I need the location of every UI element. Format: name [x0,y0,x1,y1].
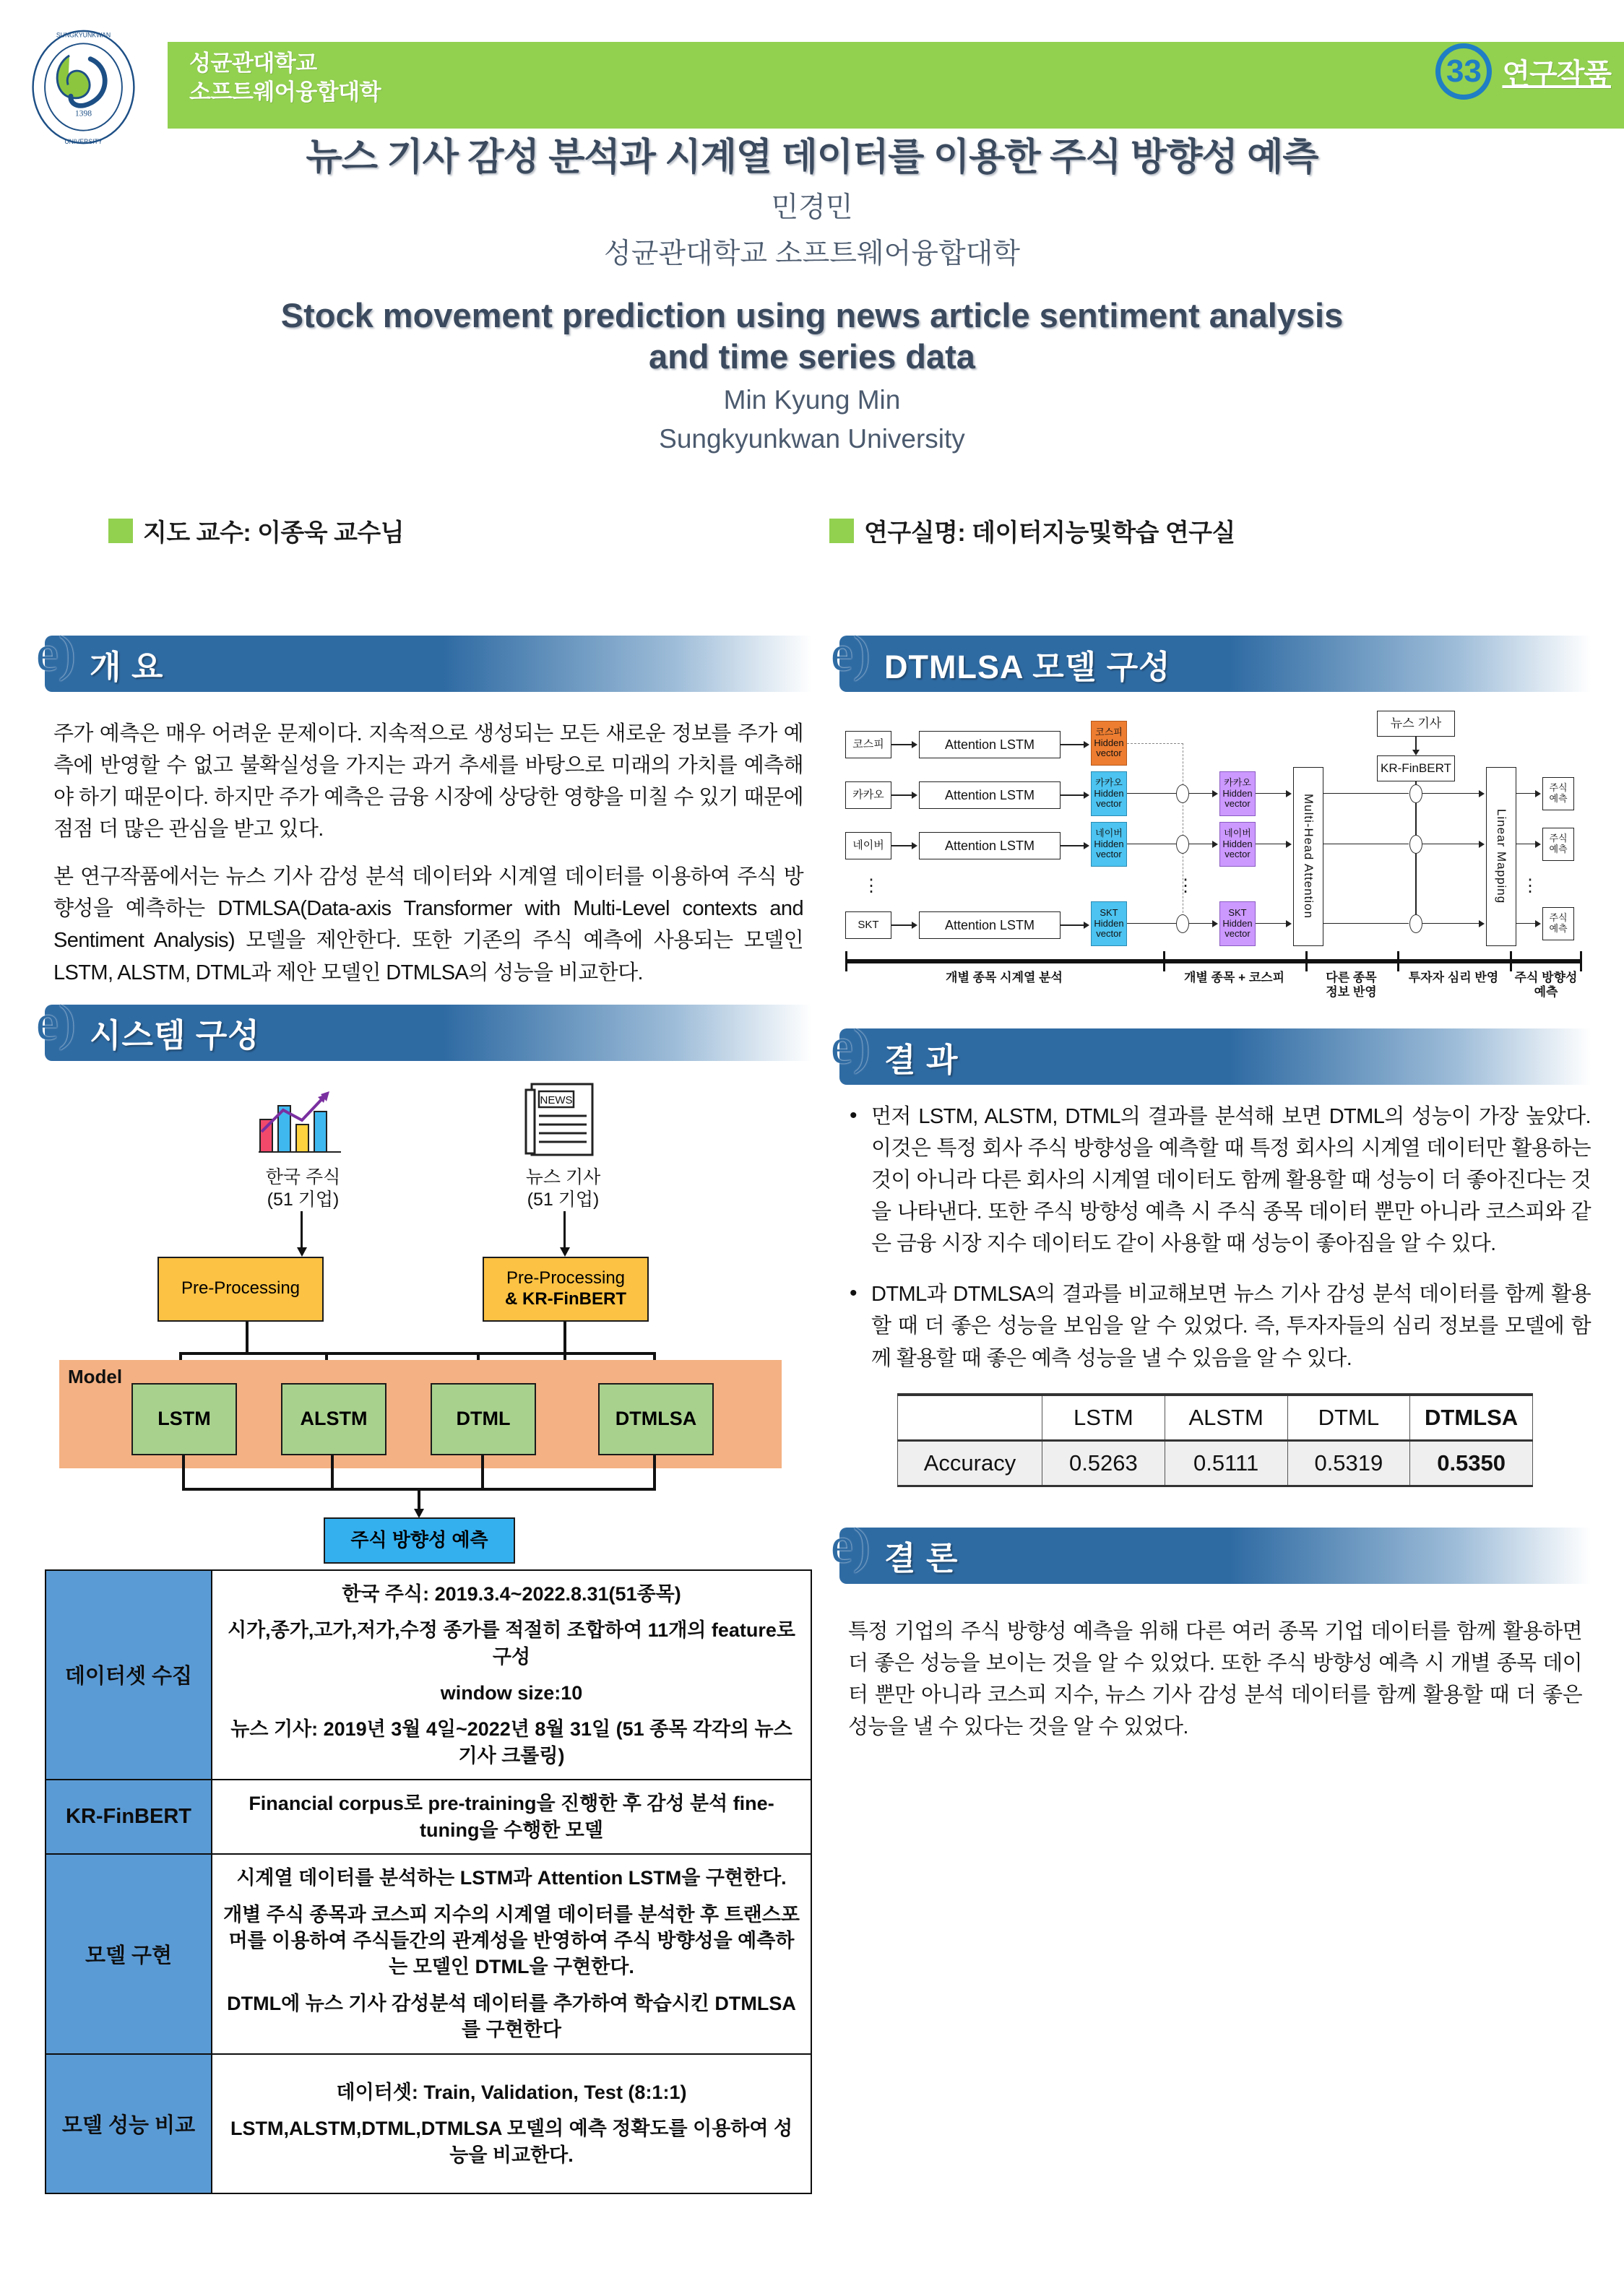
page-title-english-line2: and time series data [649,337,975,376]
sum-operator-icon [1409,914,1422,933]
author-korean: 민경민 [771,192,853,223]
table-row-header: 데이터셋 수집 [46,1570,212,1780]
connector [182,1455,185,1490]
connector-bus [179,1352,656,1355]
svg-text:NEWS: NEWS [540,1093,573,1106]
arrow-head-icon [1479,920,1485,927]
cell-line: 데이터셋: Train, Validation, Test (8:1:1) [336,2081,687,2103]
arrow-head-icon [1286,920,1292,927]
input-box-naver: 네이버 [845,832,891,859]
lab-item [829,513,1235,548]
connector [1516,793,1537,794]
research-badge [1435,43,1611,100]
cell-line: 개별 주식 종목과 코스피 지수의 시계열 데이터를 분석한 후 트랜스포머를 이용하여 주식들간의 관계성을 반영하여 주식 방향성을 예측하는 모델인 DTML을 구현한다. [223,1903,800,1978]
connector [563,1211,566,1249]
section-title-results: 결 과 [884,1041,959,1078]
table-row-header: KR-FinBERT [46,1780,212,1854]
conclusion-paragraph-1: 특정 기업의 주식 방향성 예측을 위해 다른 여러 종목 기업 데이터를 함께 활용하면 더 좋은 성능을 보이는 것을 알 수 있었다. 또한 주식 방향성 예측 시 개별 종목 데이터 뿐만 아니라 코스피 지수, 뉴스 기사 감성 분석 데이터를 함께 활용할 때 더 좋은 성능을 낼 수 있다는 것을 알 수 있었다. [848,1619,1582,1738]
value-dtmlsa: 0.5350 [1410,1440,1533,1486]
list-item: • 먼저 LSTM, ALSTM, DTML의 결과를 분석해 보면 DTML의 성능이 가장 높았다. 이것은 특정 회사 주식 방향성을 예측할 때 특정 회사의 시계열 데이터만 활용하는 것이 아니라 다른 회사의 시계열 데이터도 함께 활용할 때 성능이 더 좋아진다는 것을 나타낸다. 또한 주식 방향성 예측 시 주식 종목 데이터 뿐만 아니라 코스피와 같은 금융 시장 지수 데이터도 같이 사용할 때 성능이 좋아짐을 알 수 있다. [839,1101,1591,1260]
connector [653,1455,656,1490]
connector [1189,793,1214,794]
page-title-english-line1: Stock movement prediction using news article sentiment analysis [280,296,1344,334]
table-row-body [212,1854,811,2054]
connector [1422,793,1480,794]
e-logo-icon: e) [36,626,76,682]
value-dtml: 0.5319 [1287,1440,1410,1486]
connector [891,744,913,745]
arrow-head-icon [912,792,917,799]
cell-line: LSTM,ALSTM,DTML,DTMLSA 모델의 예측 정확도를 이용하여 성능을 비교한다. [230,2118,793,2166]
news-article-box: 뉴스 기사 [1377,711,1455,737]
svg-text:1398: 1398 [74,108,92,118]
model-box-dtml: DTML [431,1383,536,1455]
page-title-korean: 뉴스 기사 감성 분석과 시계열 데이터를 이용한 주식 방향성 예측 [306,137,1318,178]
input-box-skt: SKT [845,911,891,939]
arrow-head-icon [1084,842,1089,849]
badge-number: 33 [1435,43,1492,100]
value-lstm: 0.5263 [1042,1440,1165,1486]
connector [1061,744,1085,745]
arrow-head-icon [1286,790,1292,797]
cell-line: 시계열 데이터를 분석하는 LSTM과 Attention LSTM을 구현한다. [236,1867,787,1889]
table-row-body [212,1570,811,1780]
hidden-vector-kospi: 코스피 Hidden vector [1091,721,1127,766]
sum-operator-icon [1176,835,1189,854]
e-logo-icon: e) [831,626,871,682]
advisor-item [108,513,404,548]
preprocessing-left-box: Pre-Processing [157,1257,324,1322]
section-results [831,1019,1591,1085]
cell-line: 한국 주식: 2019.3.4~2022.8.31(51종목) [342,1582,681,1605]
phase-tick [1510,951,1512,971]
section-system [36,995,812,1061]
phase-tick [1580,951,1582,971]
connector [1323,923,1409,924]
university-line-1: 성균관대학교 [189,51,317,76]
affiliation-korean: 성균관대학교 소프트웨어융합대학 [604,238,1020,269]
context-vector-kakao: 카카오 Hidden vector [1219,771,1256,816]
column-header-dtmlsa: DTMLSA [1410,1395,1533,1441]
model-group-label: Model [68,1365,123,1387]
cell-line: Financial corpus로 pre-training을 진행한 후 감성 분석 fine-tuning을 수행한 모델 [249,1793,774,1841]
output-box-kakao: 주식 예측 [1542,777,1574,810]
sum-operator-icon [1176,784,1189,803]
phase-label-2: 개별 종목 + 코스피 [1183,971,1285,984]
arrow-head-icon [1212,790,1218,797]
connector [246,1322,249,1354]
input-box-kakao: 카카오 [845,781,891,809]
ellipsis-icon: ⋮ [863,876,880,896]
header-university-name [189,49,381,106]
left-column [36,626,812,2194]
column-header-blank [898,1395,1042,1441]
output-box-naver: 주식 예측 [1542,828,1574,861]
section-header-bar [831,626,1591,692]
university-line-2: 소프트웨어융합대학 [189,79,381,105]
hidden-vector-skt: SKT Hidden vector [1091,901,1127,946]
sum-operator-icon [1409,784,1422,803]
connector [1256,923,1287,924]
section-title-model: DTMLSA 모델 구성 [884,648,1171,685]
arrow-head-icon [1535,841,1541,848]
overview-paragraph-1: 주가 예측은 매우 어려운 문제이다. 지속적으로 생성되는 모든 새로운 정보를 주가 예측에 반영할 수 없고 불확실성을 가지는 과거 추세를 바탕으로 미래의 가치를 예측해야 하기 때문이다. 하지만 주가 예측은 금융 시장에 상당한 영향을 미칠 수 있기 때문에 점점 더 많은 관심을 받고 있다. [53,722,803,841]
phase-tick [1163,951,1165,971]
e-logo-icon: e) [36,995,76,1051]
phase-tick [1397,951,1399,971]
connector [1127,793,1176,794]
multi-head-attention-box: Multi-Head Attention [1293,767,1323,946]
connector [1189,923,1214,924]
accuracy-results-table [897,1393,1533,1487]
cell-line: DTML에 뉴스 기사 감성분석 데이터를 추가하여 학습시킨 DTMLSA를 구현한다 [227,1992,796,2041]
arrow-head-icon [1286,841,1292,848]
phase-label-1: 개별 종목 시계열 분석 [946,971,1063,984]
phase-label-3: 다른 종목 정보 반영 [1326,971,1377,1000]
connector [1061,845,1085,846]
news-article-icon [522,1078,601,1162]
korean-title-block [0,126,1624,272]
output-box-skt: 주식 예측 [1542,907,1574,940]
results-bullet-list [839,1101,1591,1374]
arrow-head-icon [1212,920,1218,927]
connector [1127,923,1176,924]
section-header-bar [36,626,812,692]
arrow-head-icon [912,741,917,748]
badge-label: 연구작품 [1502,58,1611,90]
attention-lstm-box-kakao: Attention LSTM [919,781,1061,809]
list-item: • DTML과 DTMLSA의 결과를 비교해보면 뉴스 기사 감성 분석 데이터를 함께 활용할 때 더 좋은 성능을 보임을 알 수 있었다. 즉, 투자자들의 심리 정보를 모델에 함께 활용할 때 좋은 예측 성능을 낼 수 있음을 알 수 있다. [839,1278,1591,1374]
arrow-head-icon [912,842,917,849]
connector [331,1455,334,1490]
arrow-head-icon [1084,792,1089,799]
table-row-header: 모델 구현 [46,1854,212,2054]
right-column [831,626,1591,1759]
arrow-head-icon [1084,741,1089,748]
green-square-icon [829,519,854,543]
svg-text:UNIVERSITY: UNIVERSITY [64,138,103,146]
output-box-prediction: 주식 방향성 예측 [324,1517,515,1564]
column-header-lstm: LSTM [1042,1395,1165,1441]
header-green-band [168,42,1624,129]
overview-paragraph-2: 본 연구작품에서는 뉴스 기사 감성 분석 데이터와 시계열 데이터를 이용하여 주식 방향성을 예측하는 DTMLSA(Data-axis Transformer with Multi-Level contexts and Sentiment Analysis) 모델을 제안한다. 또한 기존의 주식 예측에 사용되는 모델인 LSTM, ALSTM, DTML과 제안 모델인 DTMLSA의 성능을 비교한다. [53,865,803,984]
connector [891,845,913,846]
preprocessing-right-box: Pre-Processing & KR-FinBERT [483,1257,649,1322]
e-logo-icon: e) [831,1517,871,1574]
meta-row [0,513,1624,549]
connector [891,924,913,926]
section-title-conclusion: 결 론 [884,1540,959,1577]
conclusion-body [839,1597,1591,1743]
section-title-overview: 개 요 [90,648,164,685]
value-alstm: 0.5111 [1165,1440,1287,1486]
stock-source-label: 한국 주식 (51 기업) [265,1166,341,1210]
connector [481,1455,484,1490]
connector [1061,794,1085,796]
section-header-bar [831,1517,1591,1584]
attention-lstm-box-kospi: Attention LSTM [919,731,1061,758]
table-row [46,1570,811,1780]
context-vector-naver: 네이버 Hidden vector [1219,822,1256,867]
connector [1061,924,1085,926]
arrow-head-icon [297,1247,307,1257]
attention-lstm-box-skt: Attention LSTM [919,911,1061,939]
hidden-vector-kakao: 카카오 Hidden vector [1091,771,1127,816]
attention-lstm-box-naver: Attention LSTM [919,832,1061,859]
affiliation-english: Sungkyunkwan University [659,423,965,454]
cell-line: 뉴스 기사: 2019년 3월 4일~2022년 8월 31일 (51 종목 각각의 뉴스 기사 크롤링) [230,1718,792,1767]
section-header-bar [36,995,812,1061]
arrow-head-icon [1212,841,1218,848]
cell-line: window size:10 [440,1681,583,1704]
context-vector-skt: SKT Hidden vector [1219,901,1256,946]
linear-mapping-box: Linear Mapping [1486,767,1516,946]
table-row [46,1854,811,2054]
e-logo-icon: e) [831,1019,871,1075]
lab-label: 연구실명: 데이터지능및학습 연구실 [864,519,1235,547]
arrow-head-icon [912,922,917,929]
column-header-alstm: ALSTM [1165,1395,1287,1441]
section-header-bar [831,1019,1591,1085]
phase-tick [845,951,847,971]
section-model [831,626,1591,692]
connector [1415,781,1417,929]
news-source-label: 뉴스 기사 (51 기업) [525,1166,601,1210]
arrow-head-icon [1479,841,1485,848]
table-row-body [212,1780,811,1854]
system-detail-table [45,1569,812,2194]
advisor-label: 지도 교수: 이종욱 교수님 [143,519,405,547]
section-overview [36,626,812,692]
ellipsis-icon: ⋮ [1521,876,1539,896]
arrow-head-icon [1479,790,1485,797]
phase-axis [845,959,1582,963]
column-header-dtml: DTML [1287,1395,1410,1441]
dtmlsa-model-diagram [839,705,1591,1008]
table-row-body [212,2054,811,2193]
table-row [46,1780,811,1854]
green-square-icon [108,519,133,543]
table-header-row [898,1395,1533,1441]
model-box-dtmlsa: DTMLSA [598,1383,714,1455]
overview-body [45,705,812,989]
section-conclusion [831,1517,1591,1584]
table-row-header: 모델 성능 비교 [46,2054,212,2193]
model-box-alstm: ALSTM [281,1383,386,1455]
ellipsis-icon: ⋮ [1177,876,1194,896]
cell-line: 시가,종가,고가,저가,수정 종가를 적절히 조합하여 11개의 feature로 구성 [228,1619,795,1668]
svg-text:SUNGKYUNKWAN: SUNGKYUNKWAN [56,31,111,39]
arrow-head-icon [1084,922,1089,929]
bar-chart-icon [254,1080,348,1159]
connector [1256,793,1287,794]
connector [1516,923,1537,924]
kr-finbert-box: KR-FinBERT [1377,755,1455,781]
phase-label-5: 주식 방향성 예측 [1514,971,1578,1000]
connector [1323,793,1409,794]
sum-operator-icon [1176,914,1189,933]
english-title-block [0,295,1624,454]
model-box-lstm: LSTM [131,1383,237,1455]
connector [891,794,913,796]
system-architecture-diagram [45,1074,812,1551]
arrow-head-icon [1535,920,1541,927]
phase-label-4: 투자자 심리 반영 [1408,971,1499,984]
arrow-head-icon [560,1247,570,1257]
author-english: Min Kyung Min [723,384,901,415]
hidden-vector-naver: 네이버 Hidden vector [1091,822,1127,867]
input-box-kospi: 코스피 [845,731,891,758]
connector [301,1211,303,1249]
section-title-system: 시스템 구성 [90,1017,260,1054]
sum-operator-icon [1409,835,1422,854]
connector [418,1488,420,1511]
table-row [898,1440,1533,1486]
phase-tick [1305,951,1308,971]
table-row [46,2054,811,2193]
connector-dashed [1127,743,1183,744]
row-label-accuracy: Accuracy [898,1440,1042,1486]
arrow-head-icon [1412,750,1420,755]
arrow-head-icon [1535,790,1541,797]
connector [1422,923,1480,924]
